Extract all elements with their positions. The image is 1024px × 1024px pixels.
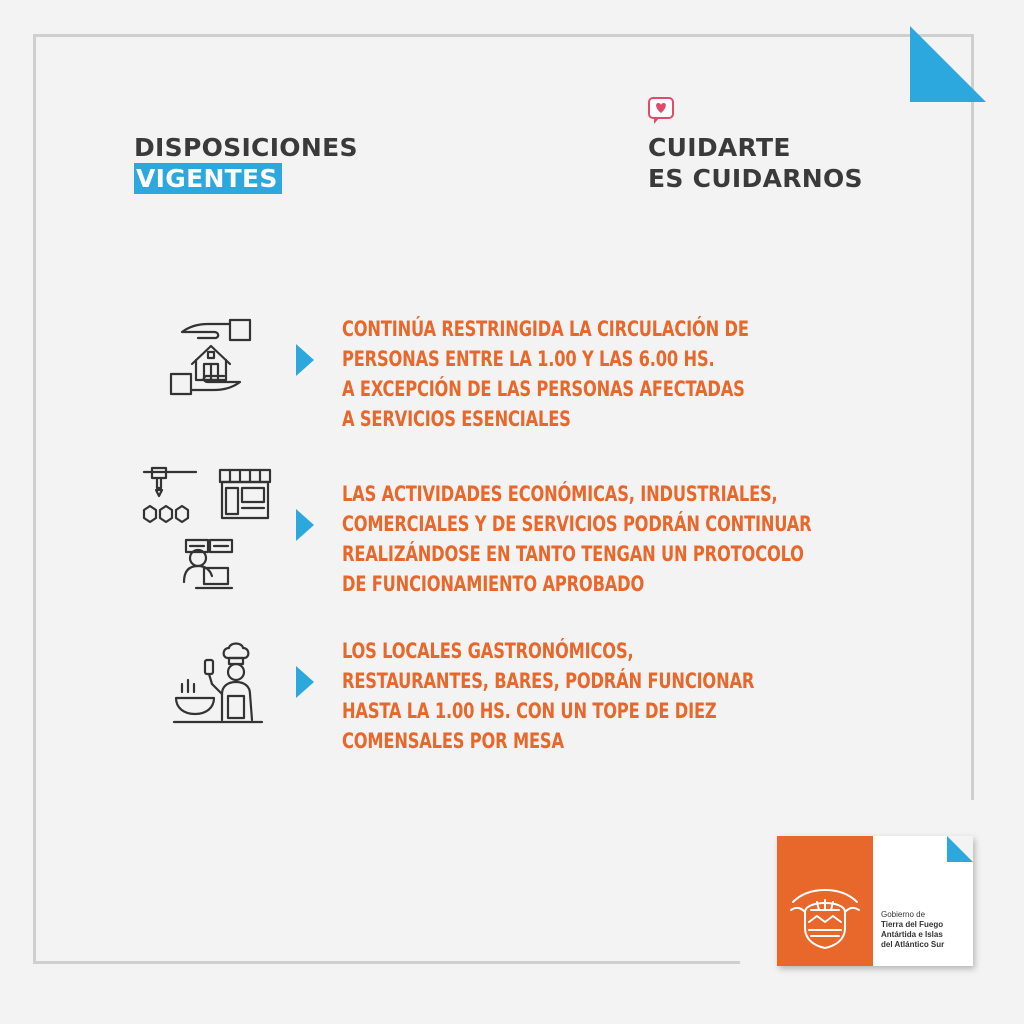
industry-commerce-services-icon bbox=[138, 466, 276, 594]
item-line: A EXCEPCIÓN DE LAS PERSONAS AFECTADAS bbox=[342, 377, 745, 401]
slogan-line-1: CUIDARTE bbox=[648, 133, 791, 162]
slogan-line-2: ES CUIDARNOS bbox=[648, 164, 863, 193]
logo-text bbox=[881, 910, 973, 950]
arrow-right-icon bbox=[296, 344, 314, 376]
arrow-right-icon bbox=[296, 509, 314, 541]
hands-house-icon bbox=[168, 318, 254, 400]
item-text bbox=[342, 636, 754, 756]
item-line: DE FUNCIONAMIENTO APROBADO bbox=[342, 572, 645, 596]
logo-line: Antártida e Islas bbox=[881, 930, 943, 939]
item-line: CONTINÚA RESTRINGIDA LA CIRCULACIÓN DE bbox=[342, 317, 749, 341]
corner-triangle-decoration bbox=[910, 26, 986, 102]
item-line: COMERCIALES Y DE SERVICIOS PODRÁN CONTINUAR bbox=[342, 512, 812, 536]
logo-line: Tierra del Fuego bbox=[881, 920, 944, 929]
logo-line: Gobierno de bbox=[881, 910, 926, 919]
item-line: A SERVICIOS ESENCIALES bbox=[342, 407, 571, 431]
logo-line: del Atlántico Sur bbox=[881, 940, 945, 949]
item-line: COMENSALES POR MESA bbox=[342, 729, 564, 753]
heart-chat-icon bbox=[648, 97, 674, 125]
item-line: PERSONAS ENTRE LA 1.00 Y LAS 6.00 HS. bbox=[342, 347, 715, 371]
province-emblem-icon bbox=[787, 888, 863, 950]
item-line: HASTA LA 1.00 HS. CON UN TOPE DE DIEZ bbox=[342, 699, 717, 723]
item-line: RESTAURANTES, BARES, PODRÁN FUNCIONAR bbox=[342, 669, 755, 693]
item-line: LOS LOCALES GASTRONÓMICOS, bbox=[342, 639, 634, 663]
arrow-right-icon bbox=[296, 666, 314, 698]
government-logo bbox=[777, 836, 973, 966]
logo-corner-triangle bbox=[947, 836, 973, 862]
item-text bbox=[342, 314, 749, 434]
slogan bbox=[648, 132, 863, 194]
item-line: LAS ACTIVIDADES ECONÓMICAS, INDUSTRIALES, bbox=[342, 482, 778, 506]
section-title bbox=[134, 132, 358, 194]
item-line: REALIZÁNDOSE EN TANTO TENGAN UN PROTOCOLO bbox=[342, 542, 804, 566]
title-line-1: DISPOSICIONES bbox=[134, 133, 358, 162]
chef-cooking-icon bbox=[172, 640, 264, 726]
title-highlight: VIGENTES bbox=[134, 163, 282, 194]
item-text bbox=[342, 479, 812, 599]
